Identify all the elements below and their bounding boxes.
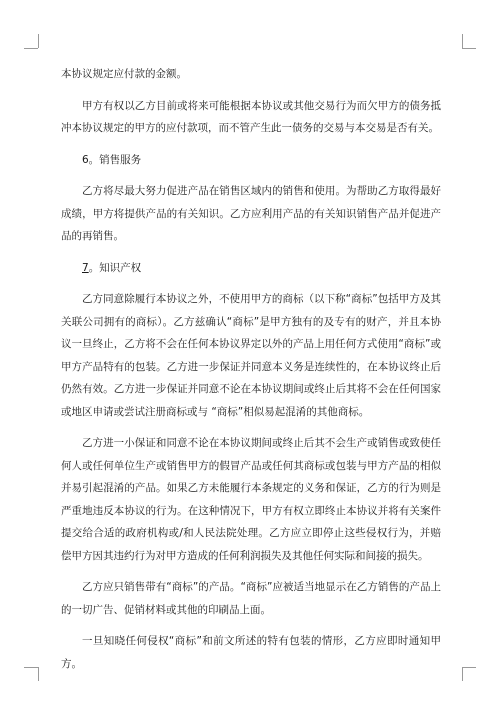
paragraph-offset-rights: 甲方有权以乙方目前或将来可能根据本协议或其他交易行为而欠甲方的债务抵冲本协议规定的甲方的应付款项，而不管产生此一债务的交易与本交易是否有关。 (61, 99, 441, 134)
section-heading-sales-service: 6。销售服务 (82, 153, 142, 166)
paragraph-infringement-notice: 一旦知晓任何侵权“商标”和前文所述的特有包装的情形，乙方应即时通知甲方。 (61, 635, 441, 670)
section-heading-intellectual-property (61, 257, 441, 280)
section-title: 。知识产权 (88, 261, 142, 274)
paragraph-counterfeit-warranty: 乙方进一小保证和同意不论在本协议期间或终止后其不会生产或销售或致使任何人或任何单位生产或销售甲方的假冒产品或任何其商标或包装与甲方产品的相似并易引起混淆的产品。如果乙方未能履行本条规定的义务和保证，乙方的行为则是严重地违反本协议的行为。在这种情况下，甲方有权立即终止本协议并将有关案件提交给合适的政府机构或/和人民法院处理。乙方应立即停止这些侵权行为，并赔偿甲方因其违约行为对甲方造成的任何利润损失及其他任何实际和间接的损失。 (61, 437, 441, 562)
crop-mark-bottom-right (462, 667, 463, 681)
paragraph-sales-service: 乙方将尽最大努力促进产品在销售区域内的销售和使用。为帮助乙方取得最好成绩，甲方将提供产品的有关知识。乙方应利用产品的有关知识销售产品并促进产品的再销售。 (61, 185, 441, 242)
crop-mark-bottom-right (462, 667, 476, 668)
crop-mark-bottom-left (38, 667, 39, 681)
crop-mark-top-right (462, 48, 476, 49)
crop-mark-top-right (462, 34, 463, 48)
crop-mark-bottom-left (24, 667, 38, 668)
document-body (61, 63, 441, 675)
crop-mark-top-left (38, 34, 39, 48)
paragraph-trademark-use: 乙方同意除履行本协议之外，不使用甲方的商标（以下称“商标”包括甲方及其关联公司拥有的商标）。乙方兹确认“商标”是甲方独有的及专有的财产，并且本协议一旦终止，乙方将不会在任何本协议界定以外的产品上用任何方式使用“商标”或甲方产品特有的包装。乙方进一步保证并同意本义务是连续性的，在本协议终止后仍然有效。乙方进一步保证并同意不论在本协议期间或终止后其将不会在任何国家或地区申请或尝试注册商标或与 “商标”相似易起混淆的其他商标。 (61, 293, 441, 418)
paragraph-trademark-display: 乙方应只销售带有“商标”的产品。“商标”应被适当地显示在乙方销售的产品上的一切广告、促销材料或其他的印刷品上面。 (61, 581, 441, 616)
section-number: 7 (82, 261, 89, 274)
paragraph-payment-amount: 本协议规定应付款的金额。 (61, 68, 187, 80)
crop-mark-top-left (24, 48, 38, 49)
